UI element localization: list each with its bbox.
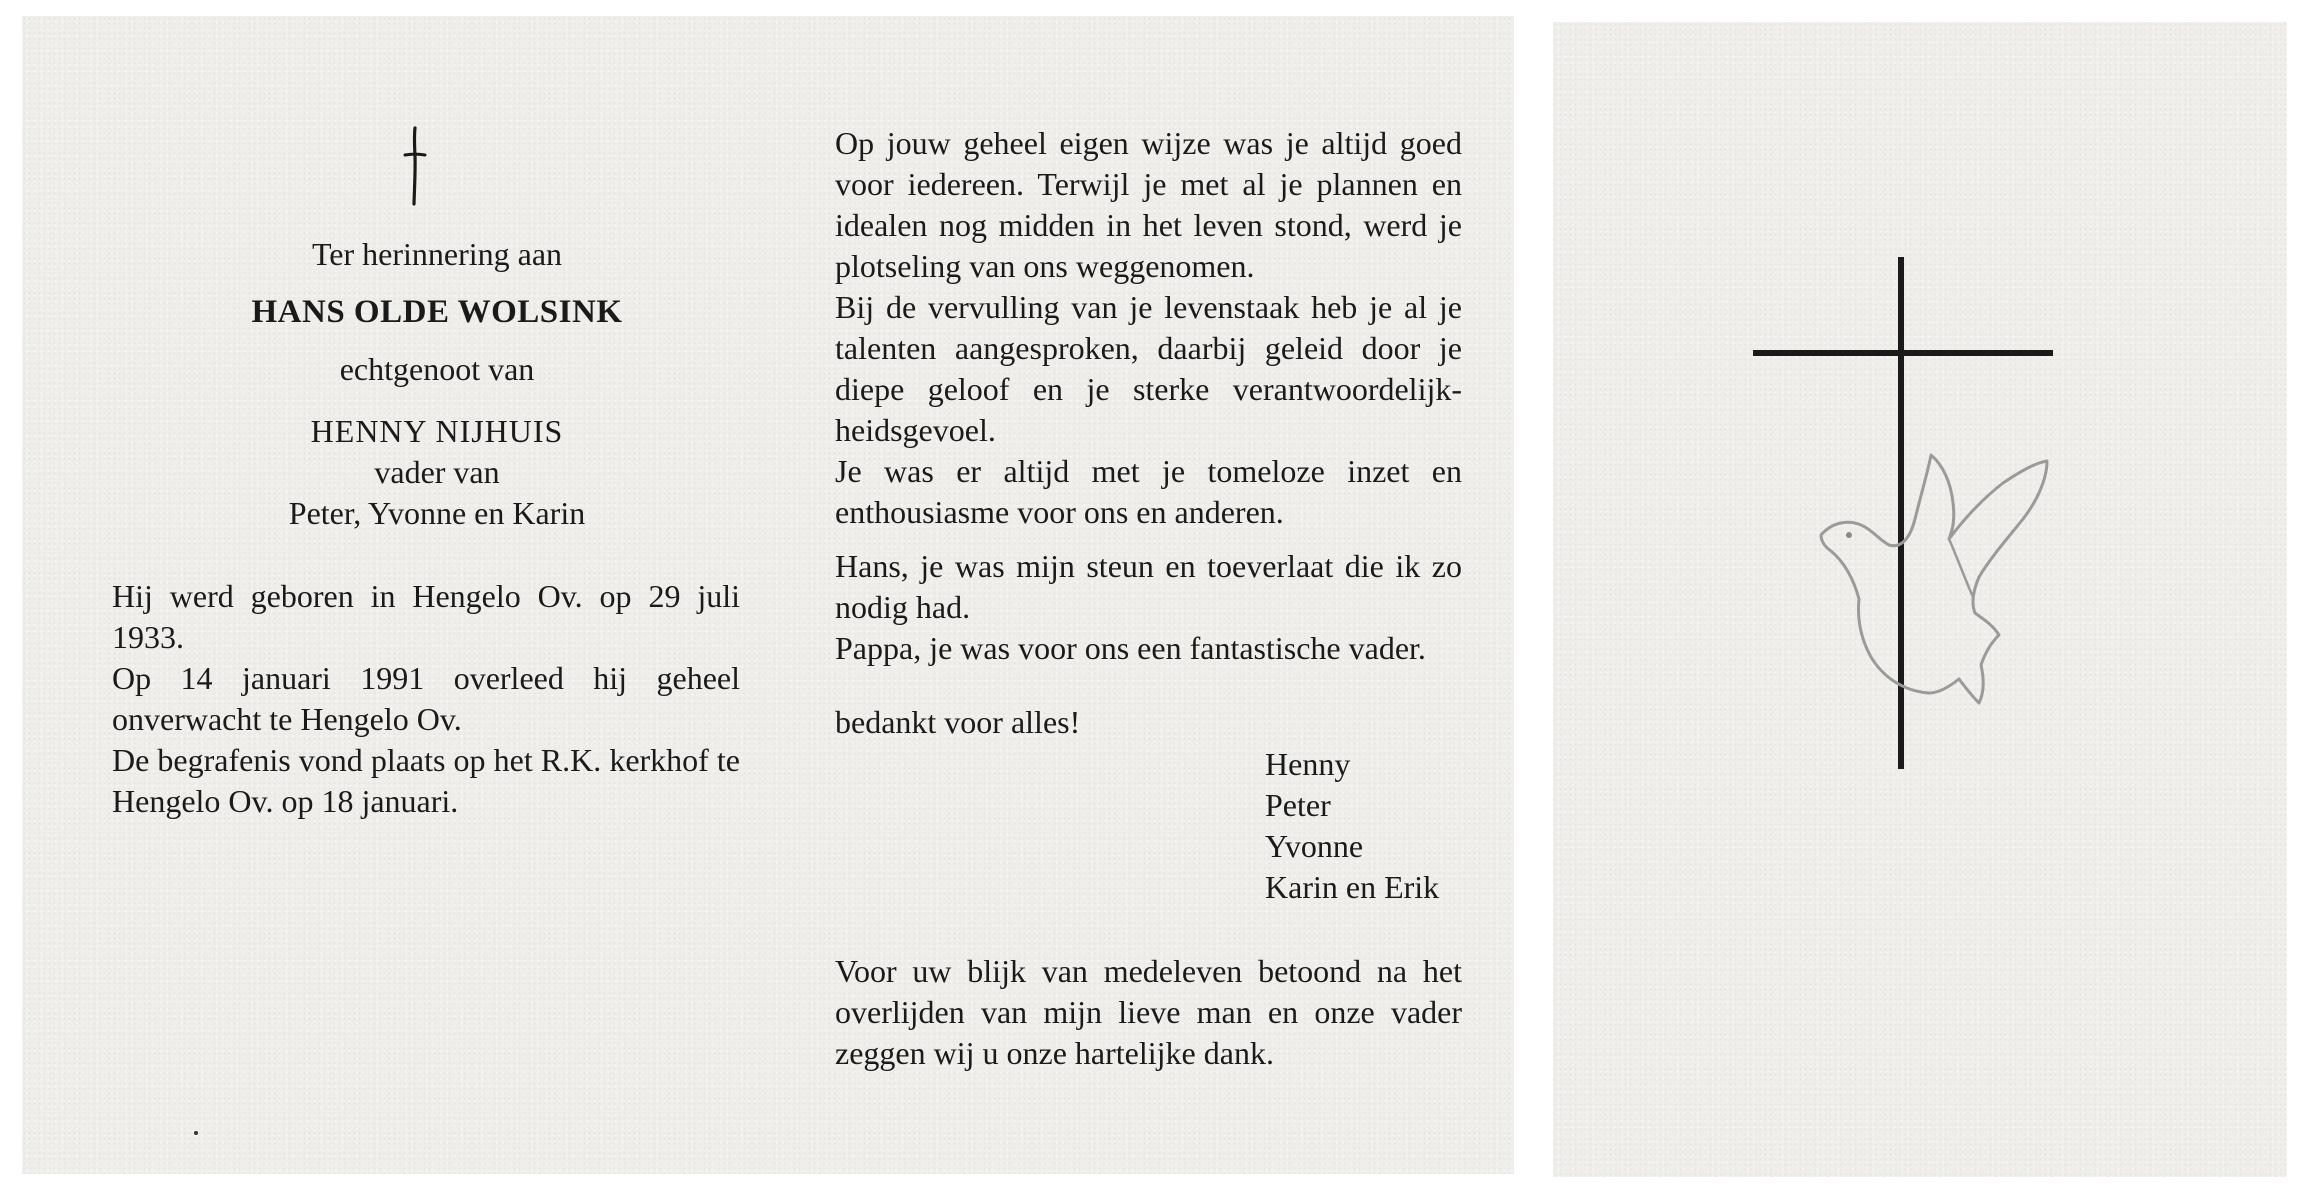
children-names: Peter, Yvonne en Karin bbox=[288, 495, 586, 531]
closing-thanks: Voor uw blijk van medeleven betoond na het overlijden van mijn lieve man en onze vader zeggen wij u onze hartelijke dank. bbox=[835, 953, 1462, 1071]
birth-paragraph: Hij werd geboren in Hengelo Ov. op 29 juli 1933. bbox=[112, 578, 740, 655]
small-cross-icon bbox=[401, 126, 429, 206]
memorial-card-front bbox=[1553, 22, 2287, 1177]
funeral-paragraph: De begrafenis vond plaats op het R.K. kerkhof te Hengelo Ov. op 18 januari. bbox=[112, 742, 740, 819]
signature-name: Peter bbox=[1265, 787, 1331, 823]
deceased-name: HANS OLDE WOLSINK bbox=[251, 294, 623, 330]
signature-name: Karin en Erik bbox=[1265, 869, 1440, 905]
life-details bbox=[112, 576, 740, 822]
speck-mark bbox=[194, 1131, 198, 1135]
memorial-card-inner-spread bbox=[22, 16, 1514, 1174]
tribute-paragraph: Bij de vervulling van je levenstaak heb je al je talenten aangesproken, daarbij geleid door je diepe geloof en je sterke verantwoordelijk-heidsgevoel. bbox=[835, 289, 1462, 448]
father-label: vader van bbox=[374, 454, 500, 490]
death-paragraph: Op 14 januari 1991 overleed hij geheel onverwacht te Hengelo Ov. bbox=[112, 660, 740, 737]
thanks-line: bedankt voor alles! bbox=[835, 704, 1081, 740]
cross-with-dove-icon bbox=[1753, 257, 2053, 817]
signature-name: Henny bbox=[1265, 746, 1351, 782]
family-message bbox=[835, 546, 1462, 669]
message-paragraph: Hans, je was mijn steun en toeverlaat die ik zo nodig had. bbox=[835, 548, 1462, 625]
card-fold-line bbox=[762, 16, 764, 1174]
spouse-label: echtgenoot van bbox=[339, 351, 535, 387]
signatures bbox=[1265, 744, 1485, 908]
signature-name: Yvonne bbox=[1265, 828, 1364, 864]
tribute-paragraph: Je was er altijd met je tomeloze inzet en enthousiasme voor ons en anderen. bbox=[835, 453, 1462, 530]
message-paragraph: Pappa, je was voor ons een fantastische vader. bbox=[835, 630, 1426, 666]
intro-text: Ter herinnering aan bbox=[311, 236, 563, 272]
tribute-paragraph: Op jouw geheel eigen wijze was je altijd goed voor iedereen. Terwijl je met al je plannen en idealen nog midden in het leven stond, werd je plotseling van ons weggenomen. bbox=[835, 125, 1462, 284]
tribute-text bbox=[835, 123, 1462, 533]
spouse-name: HENNY NIJHUIS bbox=[310, 413, 564, 449]
